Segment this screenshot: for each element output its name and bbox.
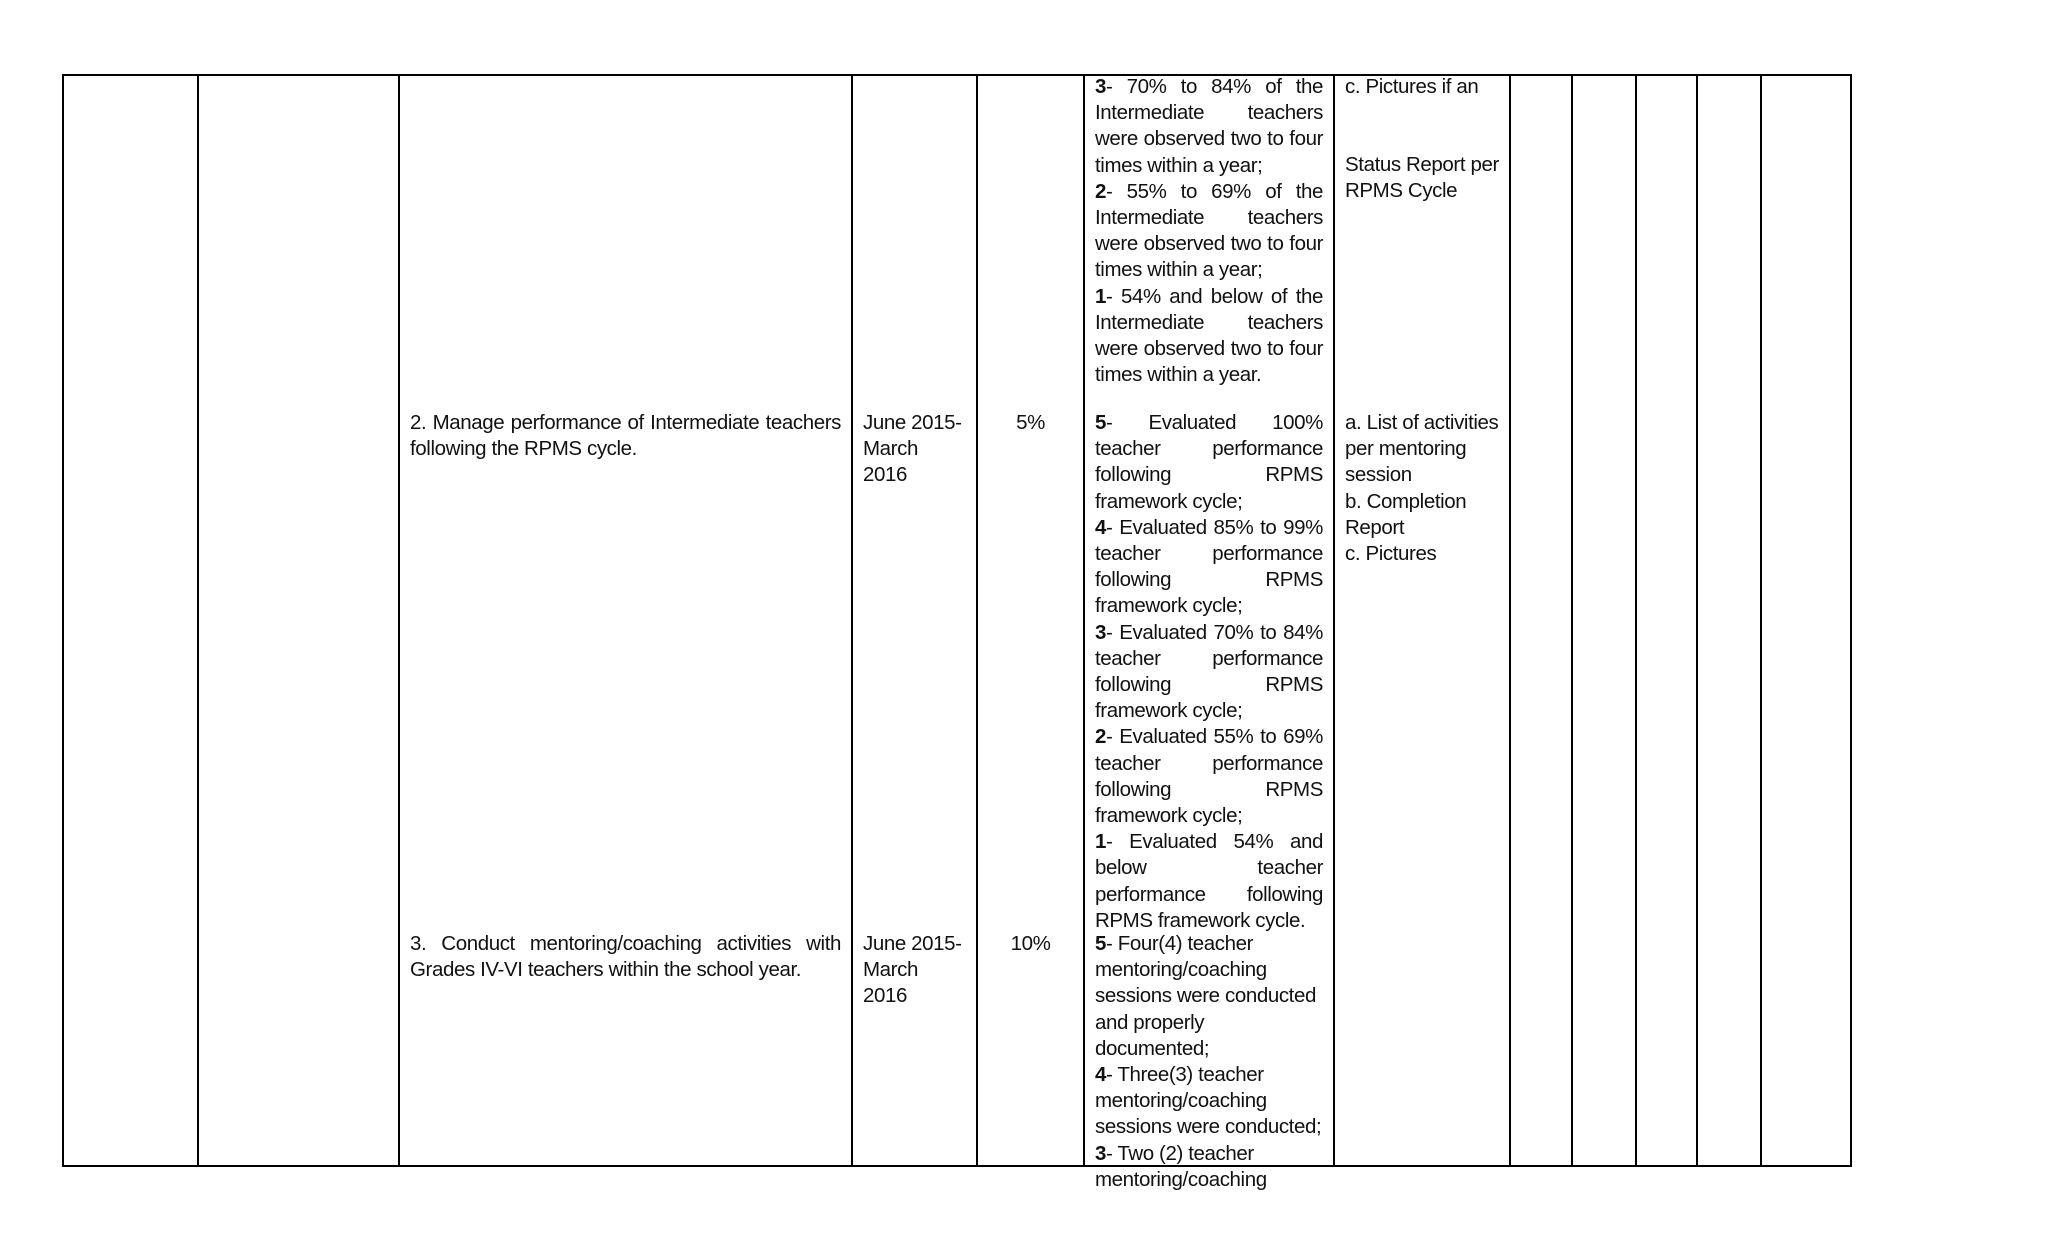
- mov-item: Status Report per RPMS Cycle: [1345, 153, 1499, 203]
- indicator-level-1: 1- Evaluated 54% and below teacher performance following RPMS framework cycle.: [1095, 830, 1323, 932]
- column-2-cell: [198, 75, 399, 1166]
- weight-cell: [977, 75, 1084, 1166]
- timeline-2-start: June 2015-: [863, 411, 962, 434]
- objective-2: 2. Manage performance of Intermediate teachers following the RPMS cycle.: [410, 411, 841, 461]
- mov-group-1: [1345, 74, 1499, 205]
- objective-3: 3. Conduct mentoring/coaching activities with Grades IV-VI teachers within the school year.: [410, 932, 841, 982]
- indicator-level-4: 4- Three(3) teacher mentoring/coaching sessions were conducted;: [1095, 1063, 1322, 1139]
- timeline-2: [863, 410, 966, 489]
- indicator-level-5: 5- Evaluated 100% teacher performance following RPMS framework cycle;: [1095, 411, 1323, 513]
- weight-2: 5%: [1016, 411, 1045, 434]
- indicator-level-3: 3- Evaluated 70% to 84% teacher performance following RPMS framework cycle;: [1095, 620, 1323, 723]
- indicator-level-4: 4- Evaluated 85% to 99% teacher performance following RPMS framework cycle;: [1095, 515, 1323, 618]
- timeline-2-end: March 2016: [863, 437, 918, 487]
- indicator-level-3: 3- Two (2) teacher mentoring/coaching: [1095, 1141, 1267, 1191]
- indicators-group-1: [1095, 74, 1323, 388]
- timeline-cell: [852, 75, 977, 1166]
- indicator-level-2: 2- 55% to 69% of the Intermediate teachers were observed two to four times within a year;: [1095, 179, 1323, 282]
- timeline-3-end: March 2016: [863, 958, 918, 1008]
- indicators-group-2: [1095, 410, 1323, 934]
- timeline-3-start: June 2015-: [863, 932, 962, 955]
- rating-column-1-cell: [1510, 75, 1572, 1166]
- mov-item: c. Pictures: [1345, 542, 1437, 566]
- column-1-cell: [63, 75, 198, 1166]
- mov-group-2: [1345, 410, 1499, 567]
- mov-item: a. List of activities per mentoring session: [1345, 411, 1499, 487]
- indicator-level-3: 3- 70% to 84% of the Intermediate teachers were observed two to four times within a year;: [1095, 75, 1323, 177]
- remarks-cell: [1761, 75, 1851, 1166]
- indicator-level-1: 1- 54% and below of the Intermediate teachers were observed two to four times within a year.: [1095, 284, 1323, 387]
- mov-item: b. Completion Report: [1345, 489, 1467, 539]
- timeline-3: [863, 931, 966, 1010]
- weight-3: 10%: [1010, 932, 1051, 955]
- mov-item: c. Pictures if an: [1345, 75, 1479, 98]
- performance-indicators-cell: [1084, 75, 1334, 1191]
- rating-column-4-cell: [1697, 75, 1761, 1166]
- indicator-level-2: 2- Evaluated 55% to 69% teacher performance following RPMS framework cycle;: [1095, 725, 1323, 828]
- mov-spacer: [1345, 100, 1499, 152]
- rating-column-2-cell: [1572, 75, 1636, 1166]
- indicators-group-3: [1095, 931, 1323, 1193]
- mov-cell: [1334, 75, 1510, 1166]
- rating-column-3-cell: [1636, 75, 1697, 1166]
- indicator-level-5: 5- Four(4) teacher mentoring/coaching sessions were conducted and properly documented;: [1095, 932, 1316, 1060]
- objectives-cell: [399, 75, 852, 1166]
- performance-table: [62, 74, 1852, 1191]
